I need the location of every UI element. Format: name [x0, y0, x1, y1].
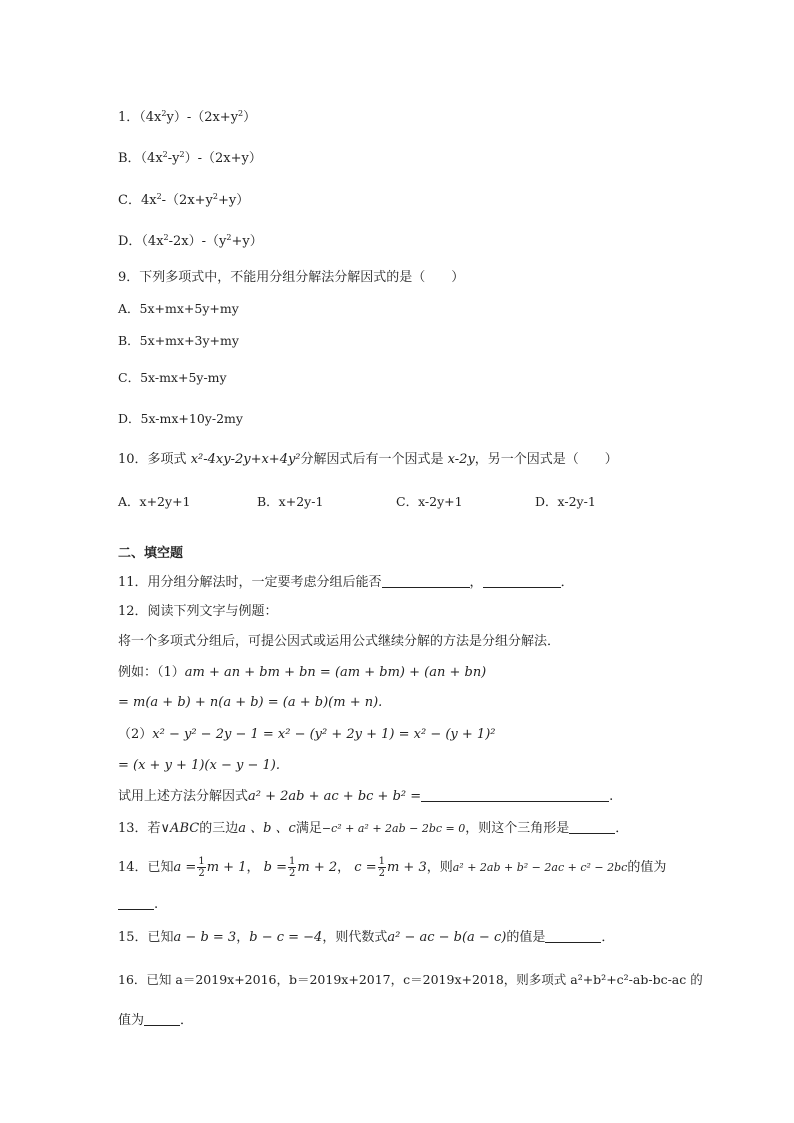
q11-blank-1 — [382, 574, 470, 588]
q10-option-c: C．x-2y+1 — [396, 494, 463, 509]
q16-line-1: 16．已知 a＝2019x+2016，b＝2019x+2017，c＝2019x+2018，则多项式 a²+b²+c²-ab-bc-ac 的 — [118, 972, 703, 987]
q12-example-1b: = m(a + b) + n(a + b) = (a + b)(m + n). — [118, 695, 383, 710]
q13: 13．若∨ABC的三边a 、b 、c满足−c² + a² + 2ab − 2bc = 0，则这个三角形是 ． — [118, 821, 629, 836]
q9-option-c: C．5x-mx+5y-my — [118, 370, 227, 385]
q9-option-a: A．5x+mx+5y+my — [118, 301, 239, 316]
q9-option-d: D．5x-mx+10y-2my — [118, 411, 243, 426]
q12-example-2b: = (x + y + 1)(x − y − 1). — [118, 758, 280, 773]
q12-blank — [421, 788, 609, 802]
q11: 11．用分组分解法时，一定要考虑分组后能否 ， ． — [118, 575, 574, 590]
option-d: D．$(4x^2-2x)-(y^2+y)$ — [118, 233, 263, 249]
q9-option-b: B．5x+mx+3y+my — [118, 333, 239, 348]
fraction-half-c: $\frac{1}{2}$ — [378, 856, 385, 879]
q16-blank — [144, 1012, 180, 1026]
q15: 15．已知a − b = 3，b − c = −4，则代数式a² − ac − b(a − c)的值是 ． — [118, 930, 615, 945]
q13-blank — [569, 820, 615, 834]
q14-blank — [118, 896, 154, 910]
q12-stem: 12．阅读下列文字与例题： — [118, 604, 278, 619]
q14: 14．已知a = $\frac{1}{2}$ m + 1， b = $\frac{1}{2}$ m + 2， c = $\frac{1}{2}$ m + 3，则a² + 2ab + b² − 2ac + c² − 2bc的值为 — [118, 856, 667, 879]
q16-line-2: 值为 ． — [118, 1013, 194, 1028]
fraction-half-b: $\frac{1}{2}$ — [288, 856, 296, 879]
q14-answer-line: . — [118, 896, 158, 914]
option-c: C．$4x^2-(2x+y^2+y)$ — [118, 192, 250, 208]
q9-stem: 9．下列多项式中，不能用分组分解法分解因式的是（ ） — [118, 270, 465, 285]
q10-stem: 10．多项式 x²-4xy-2y+x+4y²分解因式后有一个因式是 x-2y，另一个因式是（ ） — [118, 452, 618, 467]
section-title: 二、填空题 — [118, 546, 184, 561]
option-1: 1．$(4x^2y)-(2x+y^2)$ — [118, 109, 257, 125]
q12-example-1: 例如：（1）am + an + bm + bn = (am + bm) + (an + bn) — [118, 665, 487, 680]
option-b: B．$(4x^2-y^2)-(2x+y)$ — [118, 150, 262, 166]
q12-desc: 将一个多项式分组后，可提公因式或运用公式继续分解的方法是分组分解法． — [118, 634, 561, 649]
q10-option-a: A．x+2y+1 — [118, 494, 191, 509]
q15-blank — [545, 929, 601, 943]
q12-try: 试用上述方法分解因式a² + 2ab + ac + bc + b² = . — [118, 789, 614, 804]
fraction-half-a: $\frac{1}{2}$ — [198, 856, 205, 879]
q11-blank-2 — [483, 574, 561, 588]
q10-option-b: B．x+2y-1 — [257, 494, 324, 509]
q12-example-2: （2）x² − y² − 2y − 1 = x² − (y² + 2y + 1) = x² − (y + 1)² — [118, 727, 496, 742]
q10-option-d: D．x-2y-1 — [535, 494, 596, 509]
